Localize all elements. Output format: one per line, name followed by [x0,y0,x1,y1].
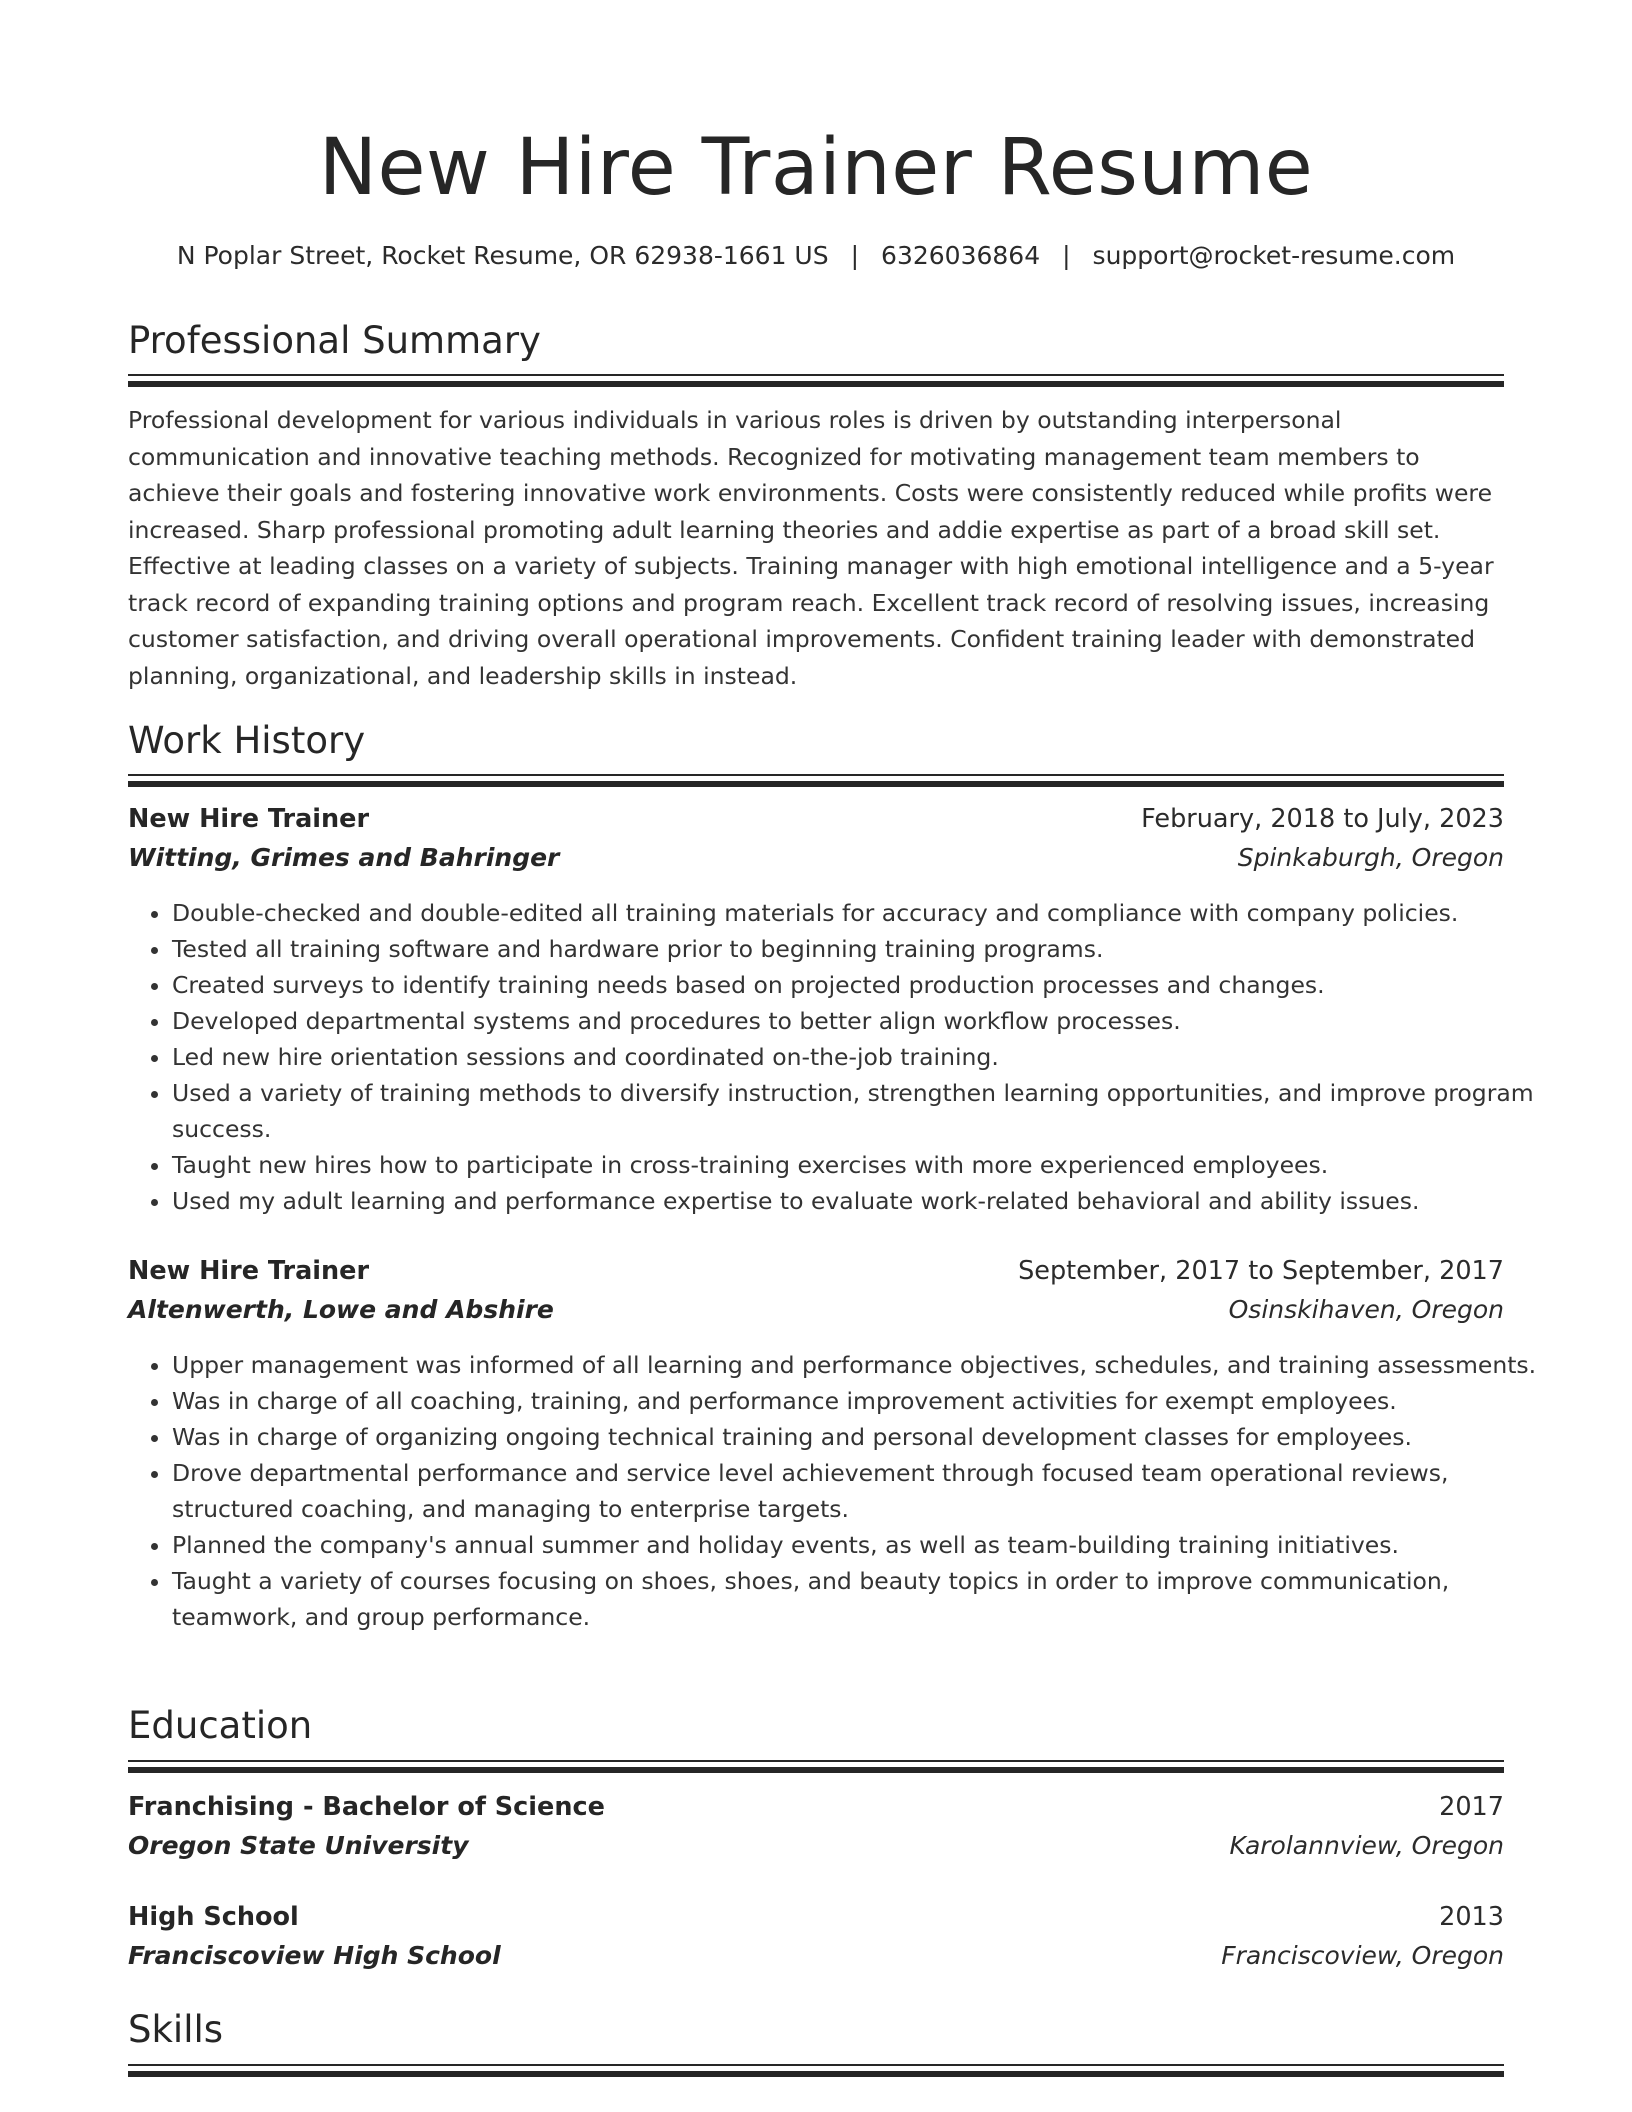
job-bullets [128,895,1548,1219]
section-divider [128,774,1504,787]
education-location: Karolannview, Oregon [1229,1831,1504,1860]
list-item: • Used my adult learning and performance expertise to evaluate work-related behavioral and ability issues. [172,1183,1548,1219]
contact-address: N Poplar Street, Rocket Resume, OR 62938-1661 US [176,241,829,270]
job-location: Spinkaburgh, Oregon [1237,843,1504,872]
section-divider [128,1760,1504,1773]
education-header [128,1792,1504,1822]
resume-title: New Hire Trainer Resume [318,123,1314,213]
list-item: • Developed departmental systems and procedures to better align workflow processes. [172,1003,1548,1039]
education-header [128,1902,1504,1932]
section-title-skills: Skills [128,2008,224,2051]
contact-separator: | [850,241,860,270]
list-item: • Planned the company's annual summer and holiday events, as well as team-building training initiatives. [172,1527,1548,1563]
job-subheader [128,1295,1504,1324]
job-header [128,1256,1504,1286]
job-dates: February, 2018 to July, 2023 [1141,804,1504,834]
job-subheader [128,843,1504,872]
contact-line [128,238,1504,274]
job-header [128,804,1504,834]
list-item: • Was in charge of organizing ongoing technical training and personal development classes for employees. [172,1419,1548,1455]
job-title: New Hire Trainer [128,1256,370,1286]
section-title-summary: Professional Summary [128,319,541,362]
job-bullets [128,1347,1548,1635]
job-employer: Witting, Grimes and Bahringer [128,843,560,872]
contact-email[interactable]: support@rocket-resume.com [1092,241,1456,270]
section-divider [128,374,1504,387]
job-title: New Hire Trainer [128,804,370,834]
list-item: • Upper management was informed of all learning and performance objectives, schedules, and training assessments. [172,1347,1548,1383]
education-degree: High School [128,1902,299,1932]
contact-phone: 6326036864 [881,241,1041,270]
education-subheader [128,1941,1504,1970]
job-location: Osinskihaven, Oregon [1228,1295,1504,1324]
list-item: • Taught new hires how to participate in cross-training exercises with more experienced employees. [172,1147,1548,1183]
job-employer: Altenwerth, Lowe and Abshire [128,1295,554,1324]
contact-separator: | [1062,241,1071,270]
list-item: • Drove departmental performance and service level achievement through focused team operational reviews, structured coaching, and managing to enterprise targets. [172,1455,1548,1527]
education-subheader [128,1831,1504,1860]
education-degree: Franchising - Bachelor of Science [128,1792,605,1822]
list-item: • Was in charge of all coaching, training, and performance improvement activities for exempt employees. [172,1383,1548,1419]
section-divider [128,2064,1504,2077]
summary-text: Professional development for various individuals in various roles is driven by outstanding interpersonal communication and innovative teaching methods. Recognized for motivating management team members to achieve their goals and fostering innovative work environments. Costs were consistently reduced while profits were increased. Sharp professional promoting adult learning theories and addie expertise as part of a broad skill set. Effective at leading classes on a variety of subjects. Training manager with high emotional intelligence and a 5-year track record of expanding training options and program reach. Excellent track record of resolving issues, increasing customer satisfaction, and driving overall operational improvements. Confident training leader with demonstrated planning, organizational, and leadership skills in instead. [128,406,1494,690]
education-school: Franciscoview High School [128,1941,501,1970]
list-item: • Created surveys to identify training needs based on projected production processes and changes. [172,967,1548,1003]
section-title-education: Education [128,1704,313,1747]
list-item: • Tested all training software and hardware prior to beginning training programs. [172,931,1548,967]
list-item: • Led new hire orientation sessions and coordinated on-the-job training. [172,1039,1548,1075]
list-item: • Used a variety of training methods to diversify instruction, strengthen learning opportunities, and improve program success. [172,1075,1548,1147]
education-year: 2017 [1439,1792,1504,1822]
education-school: Oregon State University [128,1831,469,1860]
education-location: Franciscoview, Oregon [1221,1941,1504,1970]
education-year: 2013 [1439,1902,1504,1932]
list-item: • Double-checked and double-edited all training materials for accuracy and compliance with company policies. [172,895,1548,931]
section-title-work: Work History [128,719,366,762]
job-dates: September, 2017 to September, 2017 [1018,1256,1504,1286]
list-item: • Taught a variety of courses focusing on shoes, shoes, and beauty topics in order to improve communication, teamwork, and group performance. [172,1563,1548,1635]
